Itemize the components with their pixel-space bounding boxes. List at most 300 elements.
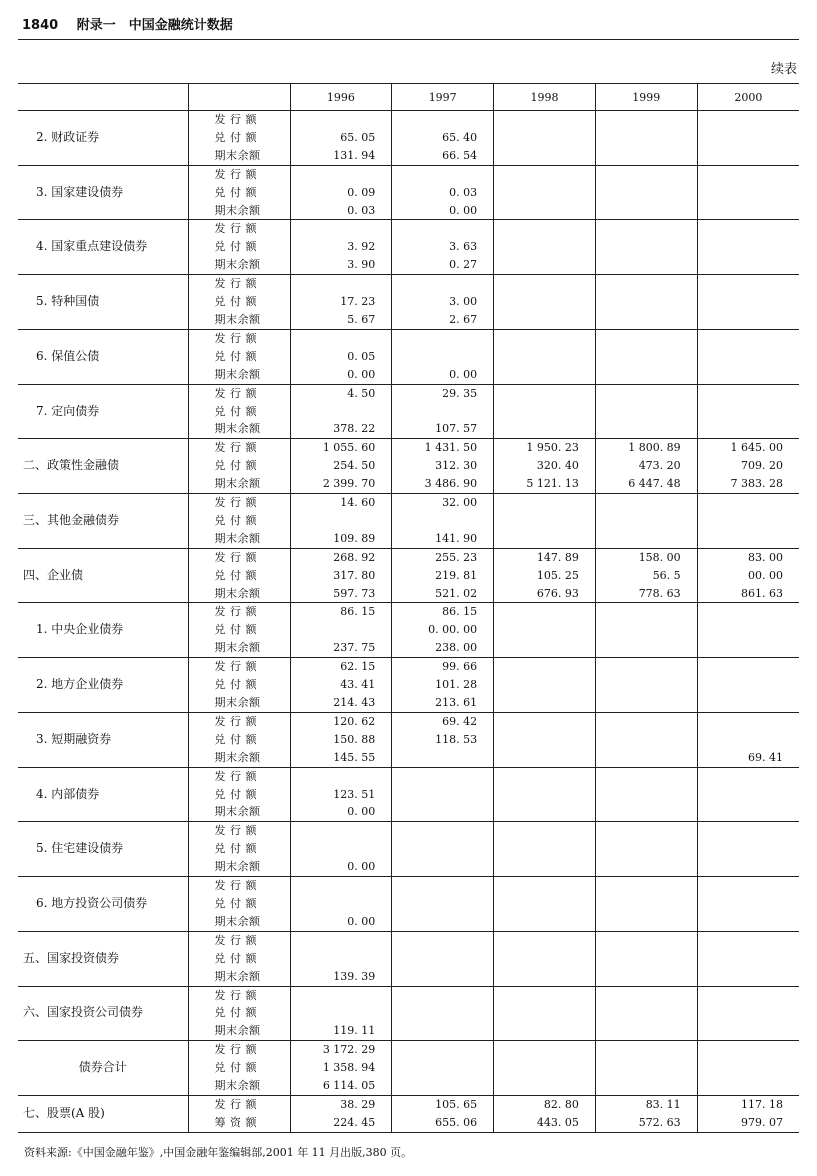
- value-cell: [290, 931, 392, 949]
- value-cell: [697, 165, 799, 183]
- value-cell: [595, 858, 697, 876]
- table-row: [18, 658, 799, 676]
- value-cell: [697, 420, 799, 438]
- value-cell: [494, 1041, 596, 1059]
- value-cell: 83. 00: [697, 548, 799, 566]
- value-cell: [595, 165, 697, 183]
- value-cell: [290, 329, 392, 347]
- value-cell: [494, 494, 596, 512]
- value-cell: [595, 931, 697, 949]
- value-cell: [290, 403, 392, 421]
- value-cell: 65. 05: [290, 129, 392, 147]
- table-row: [18, 603, 799, 621]
- value-cell: 14. 60: [290, 494, 392, 512]
- value-cell: 473. 20: [595, 457, 697, 475]
- value-cell: [290, 877, 392, 895]
- value-cell: [392, 1004, 494, 1022]
- value-cell: [697, 621, 799, 639]
- value-cell: 0. 00: [392, 366, 494, 384]
- value-cell: [494, 256, 596, 274]
- value-cell: 141. 90: [392, 530, 494, 548]
- row-group-name: 7. 定向债券: [18, 384, 188, 439]
- value-cell: [595, 311, 697, 329]
- value-cell: [494, 603, 596, 621]
- value-cell: 268. 92: [290, 548, 392, 566]
- row-label: 兑 付 额: [188, 457, 290, 475]
- row-label: 期末余额: [188, 475, 290, 493]
- value-cell: 86. 15: [392, 603, 494, 621]
- value-cell: [494, 220, 596, 238]
- value-cell: 219. 81: [392, 567, 494, 585]
- row-group-name: 三、其他金融债券: [18, 494, 188, 549]
- value-cell: [494, 420, 596, 438]
- value-cell: [494, 712, 596, 730]
- value-cell: 0. 00: [290, 913, 392, 931]
- value-cell: [697, 111, 799, 129]
- value-cell: [697, 202, 799, 220]
- row-group-name: 债券合计: [18, 1041, 188, 1096]
- value-cell: 66. 54: [392, 147, 494, 165]
- value-cell: [494, 311, 596, 329]
- table-row: [18, 439, 799, 457]
- value-cell: [494, 202, 596, 220]
- value-cell: 62. 15: [290, 658, 392, 676]
- value-cell: 6 447. 48: [595, 475, 697, 493]
- value-cell: [494, 658, 596, 676]
- value-cell: 3. 63: [392, 238, 494, 256]
- value-cell: 1 055. 60: [290, 439, 392, 457]
- value-cell: [392, 220, 494, 238]
- value-cell: [494, 895, 596, 913]
- value-cell: [697, 968, 799, 986]
- row-label: 发 行 额: [188, 275, 290, 293]
- value-cell: 655. 06: [392, 1114, 494, 1132]
- value-cell: [595, 1059, 697, 1077]
- value-cell: [494, 858, 596, 876]
- value-cell: [595, 803, 697, 821]
- table-row: [18, 931, 799, 949]
- value-cell: [595, 767, 697, 785]
- value-cell: [697, 913, 799, 931]
- row-group-name: 1. 中央企业债券: [18, 603, 188, 658]
- value-cell: [494, 329, 596, 347]
- value-cell: [392, 986, 494, 1004]
- value-cell: [595, 877, 697, 895]
- value-cell: [494, 731, 596, 749]
- row-label: 期末余额: [188, 366, 290, 384]
- value-cell: [290, 840, 392, 858]
- value-cell: [494, 621, 596, 639]
- value-cell: [697, 603, 799, 621]
- value-cell: [697, 822, 799, 840]
- value-cell: 56. 5: [595, 567, 697, 585]
- value-cell: [392, 329, 494, 347]
- value-cell: [494, 986, 596, 1004]
- value-cell: [595, 712, 697, 730]
- row-label: 期末余额: [188, 694, 290, 712]
- row-label: 兑 付 额: [188, 840, 290, 858]
- value-cell: [595, 603, 697, 621]
- row-label: 筹 资 额: [188, 1114, 290, 1132]
- value-cell: [697, 712, 799, 730]
- value-cell: [595, 1077, 697, 1095]
- value-cell: [290, 950, 392, 968]
- value-cell: [697, 877, 799, 895]
- value-cell: [595, 676, 697, 694]
- value-cell: 676. 93: [494, 585, 596, 603]
- row-group-name: 四、企业债: [18, 548, 188, 603]
- value-cell: [697, 658, 799, 676]
- value-cell: [595, 111, 697, 129]
- value-cell: 213. 61: [392, 694, 494, 712]
- value-cell: [595, 786, 697, 804]
- value-cell: [392, 803, 494, 821]
- table-body: [18, 111, 799, 1133]
- row-label: 兑 付 额: [188, 184, 290, 202]
- value-cell: 0. 00: [392, 202, 494, 220]
- value-cell: [392, 1059, 494, 1077]
- value-cell: [392, 913, 494, 931]
- value-cell: [494, 803, 596, 821]
- value-cell: [697, 256, 799, 274]
- value-cell: [494, 786, 596, 804]
- value-cell: 0. 09: [290, 184, 392, 202]
- value-cell: 147. 89: [494, 548, 596, 566]
- value-cell: 237. 75: [290, 639, 392, 657]
- table-row: [18, 220, 799, 238]
- value-cell: [392, 749, 494, 767]
- value-cell: [494, 749, 596, 767]
- value-cell: [697, 1004, 799, 1022]
- value-cell: [697, 220, 799, 238]
- value-cell: 214. 43: [290, 694, 392, 712]
- value-cell: 320. 40: [494, 457, 596, 475]
- value-cell: 378. 22: [290, 420, 392, 438]
- value-cell: [697, 950, 799, 968]
- value-cell: [494, 1004, 596, 1022]
- row-group-name: 6. 保值公债: [18, 329, 188, 384]
- value-cell: 69. 42: [392, 712, 494, 730]
- value-cell: [494, 1022, 596, 1040]
- value-cell: [290, 621, 392, 639]
- value-cell: [290, 165, 392, 183]
- value-cell: [697, 403, 799, 421]
- table-row: [18, 275, 799, 293]
- value-cell: 99. 66: [392, 658, 494, 676]
- value-cell: [697, 694, 799, 712]
- value-cell: [494, 639, 596, 657]
- row-label: 发 行 额: [188, 658, 290, 676]
- value-cell: [494, 293, 596, 311]
- value-cell: 145. 55: [290, 749, 392, 767]
- value-cell: [595, 348, 697, 366]
- value-cell: 778. 63: [595, 585, 697, 603]
- row-group-name: 2. 地方企业债券: [18, 658, 188, 713]
- row-group-name: 2. 财政证券: [18, 111, 188, 166]
- value-cell: [494, 129, 596, 147]
- value-cell: 0. 00: [290, 366, 392, 384]
- value-cell: [595, 1041, 697, 1059]
- value-cell: [494, 165, 596, 183]
- value-cell: [595, 147, 697, 165]
- value-cell: 5. 67: [290, 311, 392, 329]
- value-cell: [697, 184, 799, 202]
- value-cell: [595, 530, 697, 548]
- row-label: 兑 付 额: [188, 1059, 290, 1077]
- value-cell: [697, 384, 799, 402]
- row-label: 发 行 额: [188, 111, 290, 129]
- value-cell: [392, 1077, 494, 1095]
- value-cell: [392, 348, 494, 366]
- value-cell: [697, 1022, 799, 1040]
- row-label: 发 行 额: [188, 329, 290, 347]
- value-cell: [494, 968, 596, 986]
- value-cell: [290, 275, 392, 293]
- header-row: [18, 84, 799, 111]
- row-group-name: 二、政策性金融债: [18, 439, 188, 494]
- value-cell: 979. 07: [697, 1114, 799, 1132]
- year-header: 1999: [595, 84, 697, 111]
- value-cell: 3 172. 29: [290, 1041, 392, 1059]
- value-cell: 3. 00: [392, 293, 494, 311]
- value-cell: [494, 767, 596, 785]
- value-cell: 101. 28: [392, 676, 494, 694]
- value-cell: [595, 256, 697, 274]
- value-cell: 117. 18: [697, 1095, 799, 1113]
- value-cell: [392, 786, 494, 804]
- value-cell: [494, 147, 596, 165]
- row-label: 期末余额: [188, 420, 290, 438]
- value-cell: 709. 20: [697, 457, 799, 475]
- row-label: 发 行 额: [188, 165, 290, 183]
- value-cell: [494, 238, 596, 256]
- row-label: 兑 付 额: [188, 238, 290, 256]
- value-cell: 443. 05: [494, 1114, 596, 1132]
- table-row: [18, 329, 799, 347]
- value-cell: 5 121. 13: [494, 475, 596, 493]
- table-row: [18, 165, 799, 183]
- value-cell: [494, 877, 596, 895]
- value-cell: [697, 275, 799, 293]
- value-cell: [290, 767, 392, 785]
- row-label: 发 行 额: [188, 822, 290, 840]
- value-cell: 7 383. 28: [697, 475, 799, 493]
- value-cell: 312. 30: [392, 457, 494, 475]
- value-cell: [494, 348, 596, 366]
- table-row: [18, 548, 799, 566]
- value-cell: [595, 731, 697, 749]
- row-label: 兑 付 额: [188, 731, 290, 749]
- value-cell: 105. 25: [494, 567, 596, 585]
- value-cell: [392, 895, 494, 913]
- value-cell: 83. 11: [595, 1095, 697, 1113]
- value-cell: [595, 512, 697, 530]
- value-cell: [494, 840, 596, 858]
- value-cell: [595, 1004, 697, 1022]
- value-cell: [595, 420, 697, 438]
- value-cell: [697, 1077, 799, 1095]
- value-cell: [595, 184, 697, 202]
- value-cell: [697, 731, 799, 749]
- value-cell: 123. 51: [290, 786, 392, 804]
- page-header: [22, 14, 233, 33]
- value-cell: [494, 1077, 596, 1095]
- row-label: 发 行 额: [188, 1095, 290, 1113]
- value-cell: [494, 111, 596, 129]
- year-header: 1996: [290, 84, 392, 111]
- value-cell: [697, 895, 799, 913]
- value-cell: 238. 00: [392, 639, 494, 657]
- value-cell: [697, 366, 799, 384]
- row-label: 发 行 额: [188, 712, 290, 730]
- table-row: [18, 1095, 799, 1113]
- value-cell: [595, 639, 697, 657]
- value-cell: 107. 57: [392, 420, 494, 438]
- value-cell: [697, 858, 799, 876]
- value-cell: [697, 530, 799, 548]
- value-cell: 1 358. 94: [290, 1059, 392, 1077]
- value-cell: [595, 968, 697, 986]
- row-label: 兑 付 额: [188, 129, 290, 147]
- year-header: 2000: [697, 84, 799, 111]
- table-row: [18, 1041, 799, 1059]
- value-cell: [494, 184, 596, 202]
- value-cell: [392, 950, 494, 968]
- year-header: 1998: [494, 84, 596, 111]
- value-cell: [595, 1022, 697, 1040]
- row-label: 期末余额: [188, 968, 290, 986]
- row-label: 兑 付 额: [188, 348, 290, 366]
- value-cell: 82. 80: [494, 1095, 596, 1113]
- row-group-name: 5. 住宅建设债券: [18, 822, 188, 877]
- value-cell: [290, 220, 392, 238]
- value-cell: [494, 694, 596, 712]
- value-cell: [392, 968, 494, 986]
- value-cell: [494, 1059, 596, 1077]
- value-cell: [697, 311, 799, 329]
- row-label: 兑 付 额: [188, 950, 290, 968]
- value-cell: 521. 02: [392, 585, 494, 603]
- row-label: 兑 付 额: [188, 512, 290, 530]
- value-cell: [595, 238, 697, 256]
- value-cell: 139. 39: [290, 968, 392, 986]
- value-cell: [290, 986, 392, 1004]
- value-cell: [392, 858, 494, 876]
- source-note: 资料来源:《中国金融年鉴》,中国金融年鉴编辑部,2001 年 11 月出版,380 页。: [24, 1146, 413, 1159]
- table-row: [18, 877, 799, 895]
- value-cell: [595, 822, 697, 840]
- row-label: 期末余额: [188, 913, 290, 931]
- page-number: 1840: [22, 18, 59, 33]
- value-cell: [697, 494, 799, 512]
- row-label: 发 行 额: [188, 439, 290, 457]
- value-cell: 105. 65: [392, 1095, 494, 1113]
- value-cell: [494, 950, 596, 968]
- row-label: 发 行 额: [188, 384, 290, 402]
- value-cell: [392, 1041, 494, 1059]
- value-cell: [392, 767, 494, 785]
- row-label: 期末余额: [188, 749, 290, 767]
- value-cell: [494, 931, 596, 949]
- value-cell: 224. 45: [290, 1114, 392, 1132]
- row-label: 期末余额: [188, 585, 290, 603]
- value-cell: 118. 53: [392, 731, 494, 749]
- value-cell: [392, 275, 494, 293]
- table-row: [18, 712, 799, 730]
- value-cell: [494, 913, 596, 931]
- value-cell: 0. 00: [290, 803, 392, 821]
- value-cell: 254. 50: [290, 457, 392, 475]
- section-title: 附录一 中国金融统计数据: [76, 18, 233, 33]
- value-cell: [595, 749, 697, 767]
- value-cell: 109. 89: [290, 530, 392, 548]
- row-label: 期末余额: [188, 858, 290, 876]
- table-row: [18, 822, 799, 840]
- row-label: 期末余额: [188, 256, 290, 274]
- value-cell: [697, 348, 799, 366]
- row-label: 兑 付 额: [188, 293, 290, 311]
- row-group-name: 五、国家投资债券: [18, 931, 188, 986]
- value-cell: [697, 129, 799, 147]
- value-cell: [595, 621, 697, 639]
- value-cell: 317. 80: [290, 567, 392, 585]
- value-cell: 158. 00: [595, 548, 697, 566]
- row-label: 兑 付 额: [188, 621, 290, 639]
- value-cell: [697, 840, 799, 858]
- row-group-name: 4. 国家重点建设债券: [18, 220, 188, 275]
- table-row: [18, 384, 799, 402]
- row-label: 兑 付 额: [188, 786, 290, 804]
- row-label: 兑 付 额: [188, 567, 290, 585]
- value-cell: [697, 238, 799, 256]
- value-cell: [595, 384, 697, 402]
- value-cell: [697, 639, 799, 657]
- value-cell: [595, 220, 697, 238]
- value-cell: [697, 986, 799, 1004]
- value-cell: 1 950. 23: [494, 439, 596, 457]
- header-blank: [188, 84, 290, 111]
- value-cell: [595, 950, 697, 968]
- value-cell: [697, 1041, 799, 1059]
- value-cell: 1 645. 00: [697, 439, 799, 457]
- bond-statistics-table: [18, 83, 799, 1133]
- row-label: 期末余额: [188, 530, 290, 548]
- value-cell: [697, 676, 799, 694]
- value-cell: [595, 840, 697, 858]
- value-cell: 29. 35: [392, 384, 494, 402]
- value-cell: [595, 913, 697, 931]
- row-label: 发 行 额: [188, 548, 290, 566]
- value-cell: 69. 41: [697, 749, 799, 767]
- value-cell: 86. 15: [290, 603, 392, 621]
- row-group-name: 4. 内部债券: [18, 767, 188, 822]
- value-cell: [697, 512, 799, 530]
- value-cell: [595, 895, 697, 913]
- value-cell: [494, 384, 596, 402]
- value-cell: [494, 403, 596, 421]
- row-label: 期末余额: [188, 311, 290, 329]
- value-cell: [392, 931, 494, 949]
- value-cell: 17. 23: [290, 293, 392, 311]
- row-label: 期末余额: [188, 803, 290, 821]
- value-cell: [290, 111, 392, 129]
- value-cell: [392, 403, 494, 421]
- value-cell: [595, 403, 697, 421]
- value-cell: [494, 822, 596, 840]
- value-cell: [494, 530, 596, 548]
- value-cell: [697, 786, 799, 804]
- value-cell: 0. 00: [290, 858, 392, 876]
